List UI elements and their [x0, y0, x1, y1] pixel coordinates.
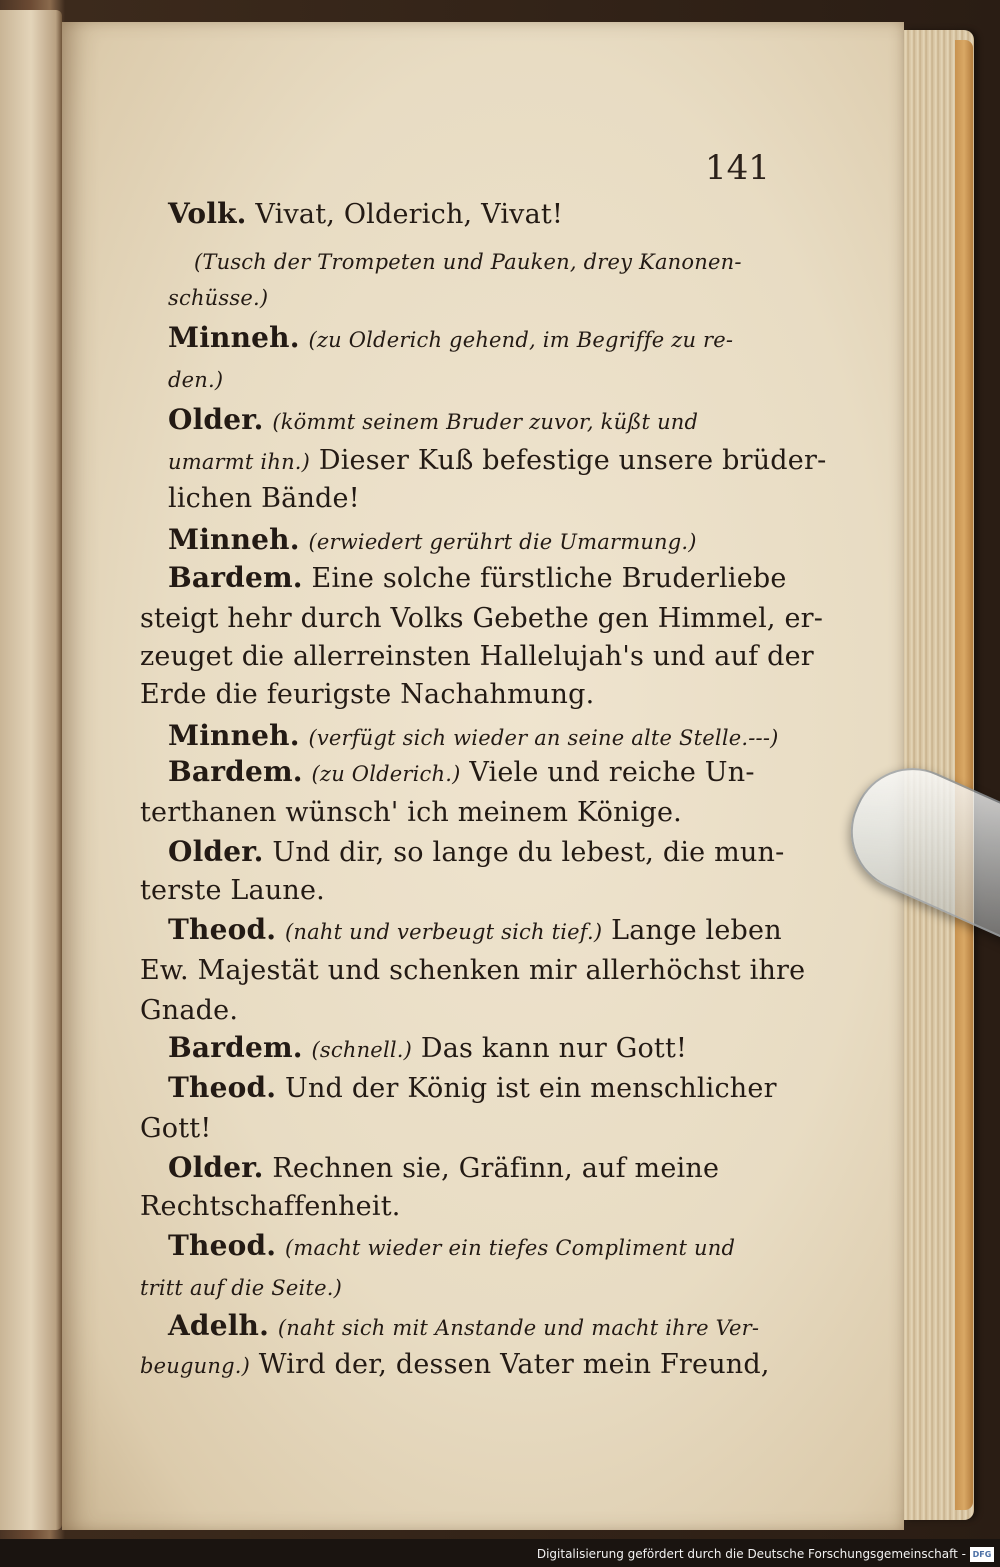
text-line [140, 604, 823, 632]
speaker-name: Minneh. [168, 719, 300, 752]
dialogue-text: Ew. Majestät und schenken mir allerhöchst ihre [140, 955, 806, 986]
text-line [140, 1192, 401, 1220]
dialogue-text: Erde die feurigste Nachahmung. [140, 679, 595, 710]
text-line [168, 484, 360, 512]
text-line [168, 282, 268, 310]
speaker-name: Older. [168, 403, 264, 436]
text-line [168, 1151, 720, 1184]
text-line [168, 523, 697, 556]
facing-page-edge [0, 10, 62, 1530]
text-line [168, 1229, 736, 1262]
stage-direction: (kömmt seinem Bruder zuvor, küßt und [272, 410, 699, 434]
dialogue-text: Eine solche fürstliche Bruderliebe [311, 563, 787, 594]
dialogue-text: terste Laune. [140, 875, 325, 906]
speaker-name: Bardem. [168, 1031, 303, 1064]
text-line [168, 321, 734, 354]
text-line [140, 1272, 342, 1300]
dialogue-text: Gott! [140, 1113, 212, 1144]
dialogue-text: Das kann nur Gott! [420, 1033, 688, 1064]
footer-bar [0, 1539, 1000, 1567]
speaker-name: Bardem. [168, 561, 303, 594]
footer-credit: Digitalisierung gefördert durch die Deutsche Forschungsgemeinschaft - [536, 1547, 966, 1561]
dialogue-text: Viele und reiche Un- [469, 757, 755, 788]
dialogue-text: Und der König ist ein menschlicher [285, 1073, 777, 1104]
text-line [168, 1309, 760, 1342]
speaker-name: Theod. [168, 1229, 277, 1262]
stage-direction: (zu Olderich.) [311, 762, 461, 786]
stage-direction: tritt auf die Seite.) [140, 1276, 342, 1300]
speaker-name: Theod. [168, 913, 277, 946]
dialogue-text: Lange leben [611, 915, 782, 946]
text-line [168, 1031, 688, 1064]
stage-direction: (verfügt sich wieder an seine alte Stelle.---) [308, 726, 779, 750]
speaker-name: Older. [168, 835, 264, 868]
text-line [140, 876, 325, 904]
speaker-name: Theod. [168, 1071, 277, 1104]
text-line [168, 913, 782, 946]
stage-direction: (naht und verbeugt sich tief.) [285, 920, 603, 944]
stage-direction: den.) [168, 368, 224, 392]
text-line [140, 1114, 211, 1142]
stage-direction: schüsse.) [168, 286, 269, 310]
stage-direction: (macht wieder ein tiefes Compliment und [285, 1236, 736, 1260]
dialogue-text: Und dir, so lange du lebest, die mun- [272, 837, 785, 868]
text-line [168, 1071, 777, 1104]
page-number: 141 [705, 148, 770, 188]
text-line [168, 719, 779, 752]
speaker-name: Minneh. [168, 523, 300, 556]
stage-direction: (naht sich mit Anstande und macht ihre Ver- [277, 1316, 760, 1340]
speaker-name: Older. [168, 1151, 264, 1184]
text-line [168, 364, 223, 392]
dialogue-text: terthanen wünsch' ich meinem Könige. [140, 797, 682, 828]
text-line [168, 561, 787, 594]
text-line [140, 680, 594, 708]
dialogue-text: Gnade. [140, 995, 239, 1026]
speaker-name: Bardem. [168, 755, 303, 788]
dialogue-text: lichen Bände! [168, 483, 360, 514]
stage-direction: umarmt ihn.) [168, 450, 311, 474]
text-line [140, 1350, 770, 1378]
dialogue-text: Rechtschaffenheit. [140, 1191, 401, 1222]
text-line [168, 403, 699, 436]
text-line [168, 446, 826, 474]
stage-direction: (Tusch der Trompeten und Pauken, drey Kanonen- [194, 250, 742, 274]
speaker-name: Adelh. [168, 1309, 270, 1342]
stage-direction: (schnell.) [311, 1038, 413, 1062]
stage-direction: beugung.) [140, 1354, 250, 1378]
dialogue-text: Dieser Kuß befestige unsere brüder- [318, 445, 827, 476]
text-line [168, 835, 785, 868]
stage-direction: (erwiedert gerührt die Umarmung.) [308, 530, 697, 554]
dialogue-text: zeuget die allerreinsten Hallelujah's und auf der [140, 641, 814, 672]
text-line [168, 197, 564, 230]
text-line [140, 798, 682, 826]
text-line [140, 996, 238, 1024]
text-line [194, 246, 742, 274]
dialogue-text: Vivat, Olderich, Vivat! [255, 199, 564, 230]
stage-direction: (zu Olderich gehend, im Begriffe zu re- [308, 328, 734, 352]
dialogue-text: Wird der, dessen Vater mein Freund, [258, 1349, 770, 1380]
dfg-logo-icon: DFG [970, 1547, 994, 1562]
text-line [168, 755, 755, 788]
dialogue-text: Rechnen sie, Gräfinn, auf meine [272, 1153, 720, 1184]
text-line [140, 642, 814, 670]
speaker-name: Minneh. [168, 321, 300, 354]
speaker-name: Volk. [168, 197, 247, 230]
book-cover-edge [955, 40, 973, 1510]
text-line [140, 956, 805, 984]
dialogue-text: steigt hehr durch Volks Gebethe gen Himmel, er- [140, 603, 824, 634]
